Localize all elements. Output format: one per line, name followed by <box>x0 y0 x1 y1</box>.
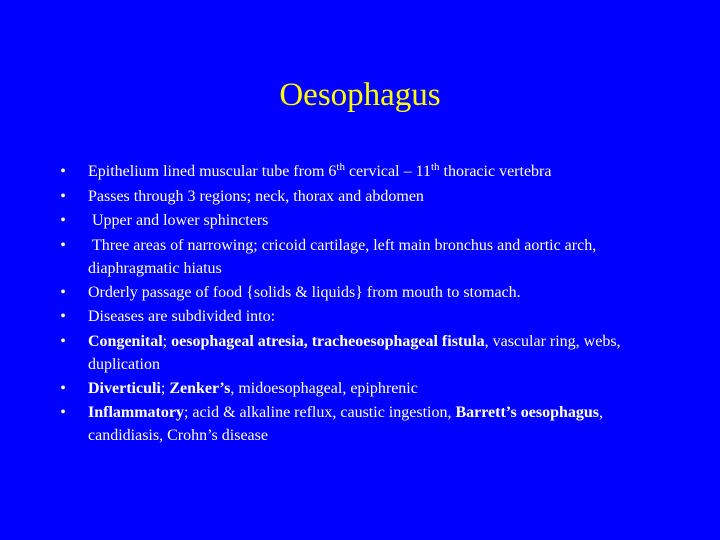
list-item <box>57 401 677 447</box>
bold-terms: Barrett’s oesophagus <box>455 404 600 421</box>
list-item <box>57 209 677 234</box>
bullet-marker: • <box>60 332 66 350</box>
bullet-list <box>57 160 677 447</box>
bullet-marker: • <box>60 283 66 301</box>
bullet-marker: • <box>60 379 66 397</box>
bullet-marker: • <box>60 212 66 229</box>
separator: ; <box>160 379 170 397</box>
ordinal-superscript: th <box>430 161 440 173</box>
bullet-text-rest: , midoesophageal, epiphrenic <box>230 379 418 397</box>
bullet-text: Orderly passage of food {solids & liquids} from mouth to stomach. <box>88 283 521 301</box>
list-item <box>57 305 677 330</box>
bullet-text: Three areas of narrowing; cricoid cartilage, left main bronchus and aortic arch, diaphragmatic hiatus <box>88 236 597 277</box>
slide-title: Oesophagus <box>279 77 441 113</box>
bullet-text: Diseases are subdivided into: <box>88 308 276 325</box>
list-item <box>57 330 677 376</box>
list-item <box>57 234 677 280</box>
separator: ; <box>162 332 172 350</box>
bullet-text: Passes through 3 regions; neck, thorax and abdomen <box>88 187 424 205</box>
bullet-text-rest: , candidiasis, Crohn’s disease <box>88 404 604 444</box>
bullet-marker: • <box>60 187 66 205</box>
list-item <box>57 377 677 402</box>
bullet-text: Upper and lower sphincters <box>92 212 269 229</box>
bold-terms: oesophageal atresia, tracheoesophageal fistula <box>171 332 485 350</box>
list-item <box>57 281 677 306</box>
bullet-marker: • <box>60 308 66 325</box>
bullet-text-mid: ; acid & alkaline reflux, caustic ingestion, <box>183 404 456 421</box>
category-label: Diverticuli <box>88 379 161 397</box>
bullet-marker: • <box>60 236 66 254</box>
ordinal-superscript: th <box>336 161 345 173</box>
category-label: Congenital <box>88 332 163 350</box>
bold-terms: Zenker’s <box>169 379 231 397</box>
bullet-marker: • <box>60 404 66 421</box>
bullet-text-pre: Epithelium lined muscular tube from 6 <box>88 163 337 180</box>
bullet-text-rest: , vascular ring, webs, duplication <box>88 332 621 373</box>
list-item <box>57 160 677 185</box>
bullet-text-post: thoracic vertebra <box>439 163 552 180</box>
bullet-marker: • <box>60 163 66 180</box>
category-label: Inflammatory <box>88 404 184 421</box>
bullet-text-mid: cervical – 11 <box>344 163 431 180</box>
list-item <box>57 185 677 210</box>
